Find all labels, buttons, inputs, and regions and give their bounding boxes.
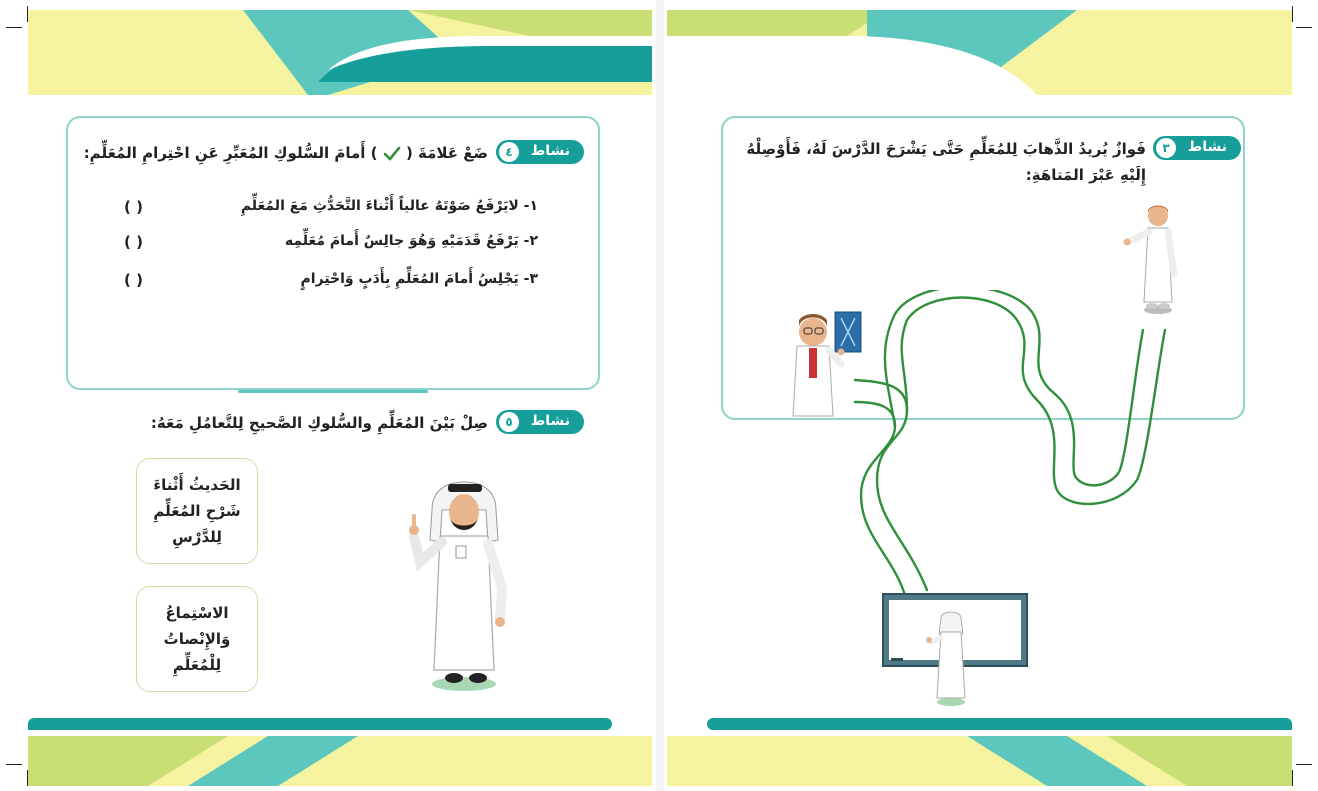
activity4-answer-1[interactable]: ( ) bbox=[124, 198, 143, 216]
crop-mark bbox=[1292, 770, 1293, 786]
right-page bbox=[667, 10, 1292, 786]
activity4-item-1: ١- لايَرْفَعُ صَوْتَهُ عالياً أَثْناءَ التَّحَدُّثِ مَعَ المُعَلِّمِ bbox=[240, 198, 538, 214]
activity5-badge bbox=[496, 410, 584, 434]
crop-mark bbox=[6, 764, 22, 765]
activity3-badge bbox=[1153, 136, 1241, 160]
bottom-decorative-band bbox=[667, 710, 1292, 786]
activity4-instruction-before: ضَعْ عَلامَةَ ( bbox=[405, 144, 488, 162]
activity4-item-3: ٣- يَجْلِسُ أَمامَ المُعَلِّمِ بِأَدَبٍ وَاحْتِرامٍ bbox=[300, 271, 538, 287]
activity4-instruction-after: ) أَمامَ السُّلوكِ المُعَبِّرِ عَنِ احْتِرامِ المُعَلِّمِ: bbox=[83, 144, 378, 162]
activity4-label: نشاط bbox=[530, 143, 570, 159]
left-page bbox=[28, 10, 652, 786]
crop-mark bbox=[1292, 6, 1293, 22]
doctor-illustration bbox=[789, 306, 869, 424]
activity4-instruction bbox=[83, 140, 488, 166]
top-decorative-band bbox=[667, 10, 1292, 110]
maze[interactable] bbox=[847, 290, 1177, 610]
crop-mark bbox=[6, 27, 22, 28]
activity3-number: ٣ bbox=[1156, 138, 1176, 158]
activity4-number: ٤ bbox=[499, 142, 519, 162]
activity3-label: نشاط bbox=[1187, 139, 1227, 155]
page-gutter bbox=[656, 0, 664, 791]
activity4-answer-2[interactable]: ( ) bbox=[124, 233, 143, 251]
behavior-card-1[interactable]: الحَديثُ أَثْناءَ شَرْحِ المُعَلِّمِ لِلدَّرْسِ bbox=[136, 458, 258, 564]
activity5-number: ٥ bbox=[499, 412, 519, 432]
activity3-instruction: فَوازٌ يُريدُ الذَّهابَ لِلمُعَلِّمِ حَتَّى يَشْرَحَ الدَّرْسَ لَهُ، فَأَوْصِلْهُ إِلَيْهِ عَبْرَ المَتاهَةِ: bbox=[746, 140, 1146, 184]
top-decorative-band bbox=[28, 10, 652, 110]
classroom-board-teacher[interactable] bbox=[881, 592, 1029, 708]
section-divider bbox=[238, 390, 428, 393]
activity5-label: نشاط bbox=[530, 413, 570, 429]
activity4-item-2: ٢- يَرْفَعُ قَدَمَيْهِ وَهُوَ جالِسٌ أَمامَ مُعَلِّمِه bbox=[284, 233, 538, 249]
boy-fawaz-illustration[interactable] bbox=[1122, 202, 1192, 322]
check-mark-icon bbox=[383, 146, 401, 162]
activity4-answer-3[interactable]: ( ) bbox=[124, 271, 143, 289]
crop-mark bbox=[1296, 764, 1312, 765]
behavior-card-2[interactable]: الاسْتِماعُ وَالإِنْصاتُ لِلْمُعَلِّمِ bbox=[136, 586, 258, 692]
crop-mark bbox=[1296, 27, 1312, 28]
activity5-instruction: صِلْ بَيْنَ المُعَلِّمِ والسُّلوكِ الصَّحيحِ لِلتَّعامُلِ مَعَهُ: bbox=[150, 414, 488, 432]
bottom-decorative-band bbox=[28, 710, 652, 786]
activity4-badge bbox=[496, 140, 584, 164]
teacher-illustration[interactable] bbox=[406, 470, 516, 695]
